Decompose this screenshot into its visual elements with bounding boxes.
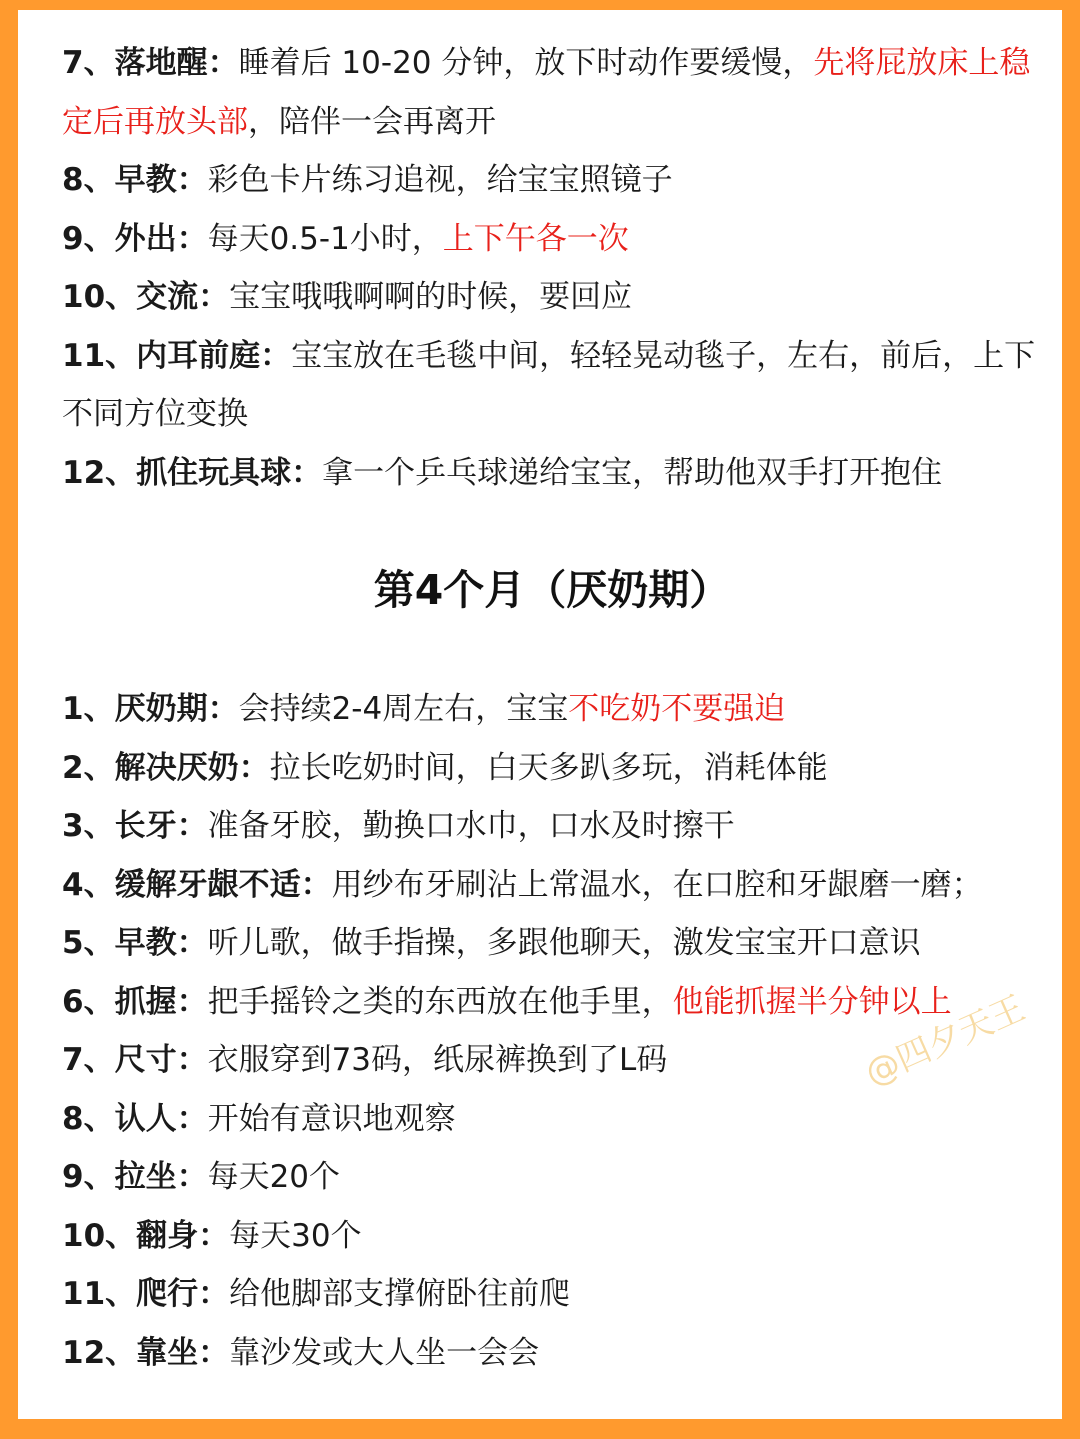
item-number: 7、 <box>62 45 115 81</box>
item-highlight: 不吃奶不要强迫 <box>568 691 786 727</box>
item-highlight: 他能抓握半分钟以上 <box>672 983 952 1020</box>
list-item <box>62 1207 1042 1266</box>
item-text: 用纱布牙刷沾上常温水，在口腔和牙龈磨一磨； <box>331 866 983 903</box>
item-separator: ： <box>238 749 270 786</box>
item-text: 彩色卡片练习追视，给宝宝照镜子 <box>207 162 673 198</box>
list-item <box>62 1148 1042 1207</box>
list-item <box>62 856 1042 915</box>
list-block-2 <box>62 680 1042 1382</box>
item-key: 抓住玩具球 <box>136 454 292 491</box>
item-separator: ： <box>260 337 292 374</box>
item-text: 睡着后 10-20 分钟，放下时动作要缓慢， <box>238 45 814 81</box>
document-body <box>62 34 1042 1382</box>
item-key: 外出 <box>114 220 177 257</box>
item-key: 拉坐 <box>114 1159 177 1195</box>
list-item <box>62 34 1042 151</box>
item-number: 12、 <box>62 454 137 491</box>
item-number: 10、 <box>62 1217 137 1254</box>
list-item <box>62 797 1042 856</box>
item-key: 交流 <box>136 279 199 315</box>
item-number: 5、 <box>62 925 115 961</box>
item-separator: ： <box>176 1100 208 1137</box>
item-number: 8、 <box>62 1100 115 1137</box>
item-separator: ： <box>291 454 323 491</box>
item-number: 3、 <box>62 808 115 844</box>
item-text: 拿一个乒乓球递给宝宝，帮助他双手打开抱住 <box>322 454 943 491</box>
item-separator: ： <box>300 866 332 903</box>
list-item <box>62 680 1042 739</box>
item-separator: ： <box>198 279 230 315</box>
item-number: 6、 <box>62 983 115 1020</box>
item-separator: ： <box>198 1334 230 1371</box>
item-number: 9、 <box>62 1159 115 1195</box>
item-key: 缓解牙龈不适 <box>114 866 301 903</box>
item-text: 准备牙胶，勤换口水巾，口水及时擦干 <box>207 808 735 844</box>
item-separator: ： <box>176 808 208 844</box>
item-key: 早教 <box>114 925 177 961</box>
item-separator: ： <box>198 1276 230 1312</box>
section-title: 第4个月（厌奶期） <box>373 566 731 614</box>
content-card <box>18 10 1062 1419</box>
item-separator: ： <box>176 983 208 1020</box>
item-key: 爬行 <box>136 1276 199 1312</box>
item-key: 靠坐 <box>136 1334 199 1371</box>
item-highlight: 先将屁放床上稳定后再放头部 <box>62 45 1031 140</box>
item-text: 每天30个 <box>229 1217 362 1254</box>
item-text: 每天0.5-1小时， <box>207 220 443 257</box>
item-key: 抓握 <box>114 983 177 1020</box>
item-highlight: 上下午各一次 <box>442 220 629 257</box>
item-number: 11、 <box>62 1276 137 1312</box>
item-key: 落地醒 <box>114 45 208 81</box>
item-text: 拉长吃奶时间，白天多趴多玩，消耗体能 <box>269 749 828 786</box>
item-text: 听儿歌，做手指操，多跟他聊天，激发宝宝开口意识 <box>207 925 921 961</box>
item-separator: ： <box>176 1042 208 1078</box>
item-key: 厌奶期 <box>114 691 208 727</box>
list-item <box>62 1090 1042 1149</box>
list-item <box>62 973 1042 1032</box>
item-number: 8、 <box>62 162 115 198</box>
item-text: 开始有意识地观察 <box>207 1100 456 1137</box>
watermark: @四夕天王 <box>859 988 1031 1094</box>
item-key: 翻身 <box>136 1217 199 1254</box>
list-block-1 <box>62 34 1042 502</box>
item-number: 9、 <box>62 220 115 257</box>
list-item <box>62 914 1042 973</box>
item-separator: ： <box>207 691 239 727</box>
item-number: 7、 <box>62 1042 115 1078</box>
item-key: 内耳前庭 <box>136 337 261 374</box>
list-item <box>62 327 1042 444</box>
item-number: 12、 <box>62 1334 137 1371</box>
item-text: 每天20个 <box>207 1159 341 1195</box>
item-text: 宝宝哦哦啊啊的时候，要回应 <box>229 279 633 315</box>
list-item <box>62 444 1042 503</box>
item-separator: ： <box>176 220 208 257</box>
item-text: 靠沙发或大人坐一会会 <box>229 1334 540 1371</box>
item-key: 早教 <box>114 162 177 198</box>
list-item <box>62 151 1042 210</box>
item-separator: ： <box>176 925 208 961</box>
item-key: 认人 <box>114 1100 177 1137</box>
list-item <box>62 739 1042 798</box>
item-number: 1、 <box>62 691 115 727</box>
item-number: 4、 <box>62 866 115 903</box>
list-item <box>62 210 1042 269</box>
item-number: 10、 <box>62 279 137 315</box>
item-separator: ： <box>198 1217 230 1254</box>
item-number: 11、 <box>62 337 137 374</box>
item-key: 长牙 <box>114 808 177 844</box>
item-key: 尺寸 <box>114 1042 177 1078</box>
list-item <box>62 1265 1042 1324</box>
item-text: 衣服穿到73码，纸尿裤换到了L码 <box>207 1042 668 1078</box>
item-text: 把手摇铃之类的东西放在他手里， <box>207 983 673 1020</box>
item-tail: ，陪伴一会再离开 <box>248 103 496 140</box>
item-text: 给他脚部支撑俯卧往前爬 <box>229 1276 571 1312</box>
item-key: 解决厌奶 <box>114 749 239 786</box>
item-separator: ： <box>176 162 208 198</box>
item-number: 2、 <box>62 749 115 786</box>
item-separator: ： <box>176 1159 208 1195</box>
item-separator: ： <box>207 45 239 81</box>
item-text: 会持续2-4周左右，宝宝 <box>238 691 569 727</box>
list-item <box>62 268 1042 327</box>
item-text: 宝宝放在毛毯中间，轻轻晃动毯子，左右，前后，上下不同方位变换 <box>62 337 1036 432</box>
list-item <box>62 1324 1042 1383</box>
